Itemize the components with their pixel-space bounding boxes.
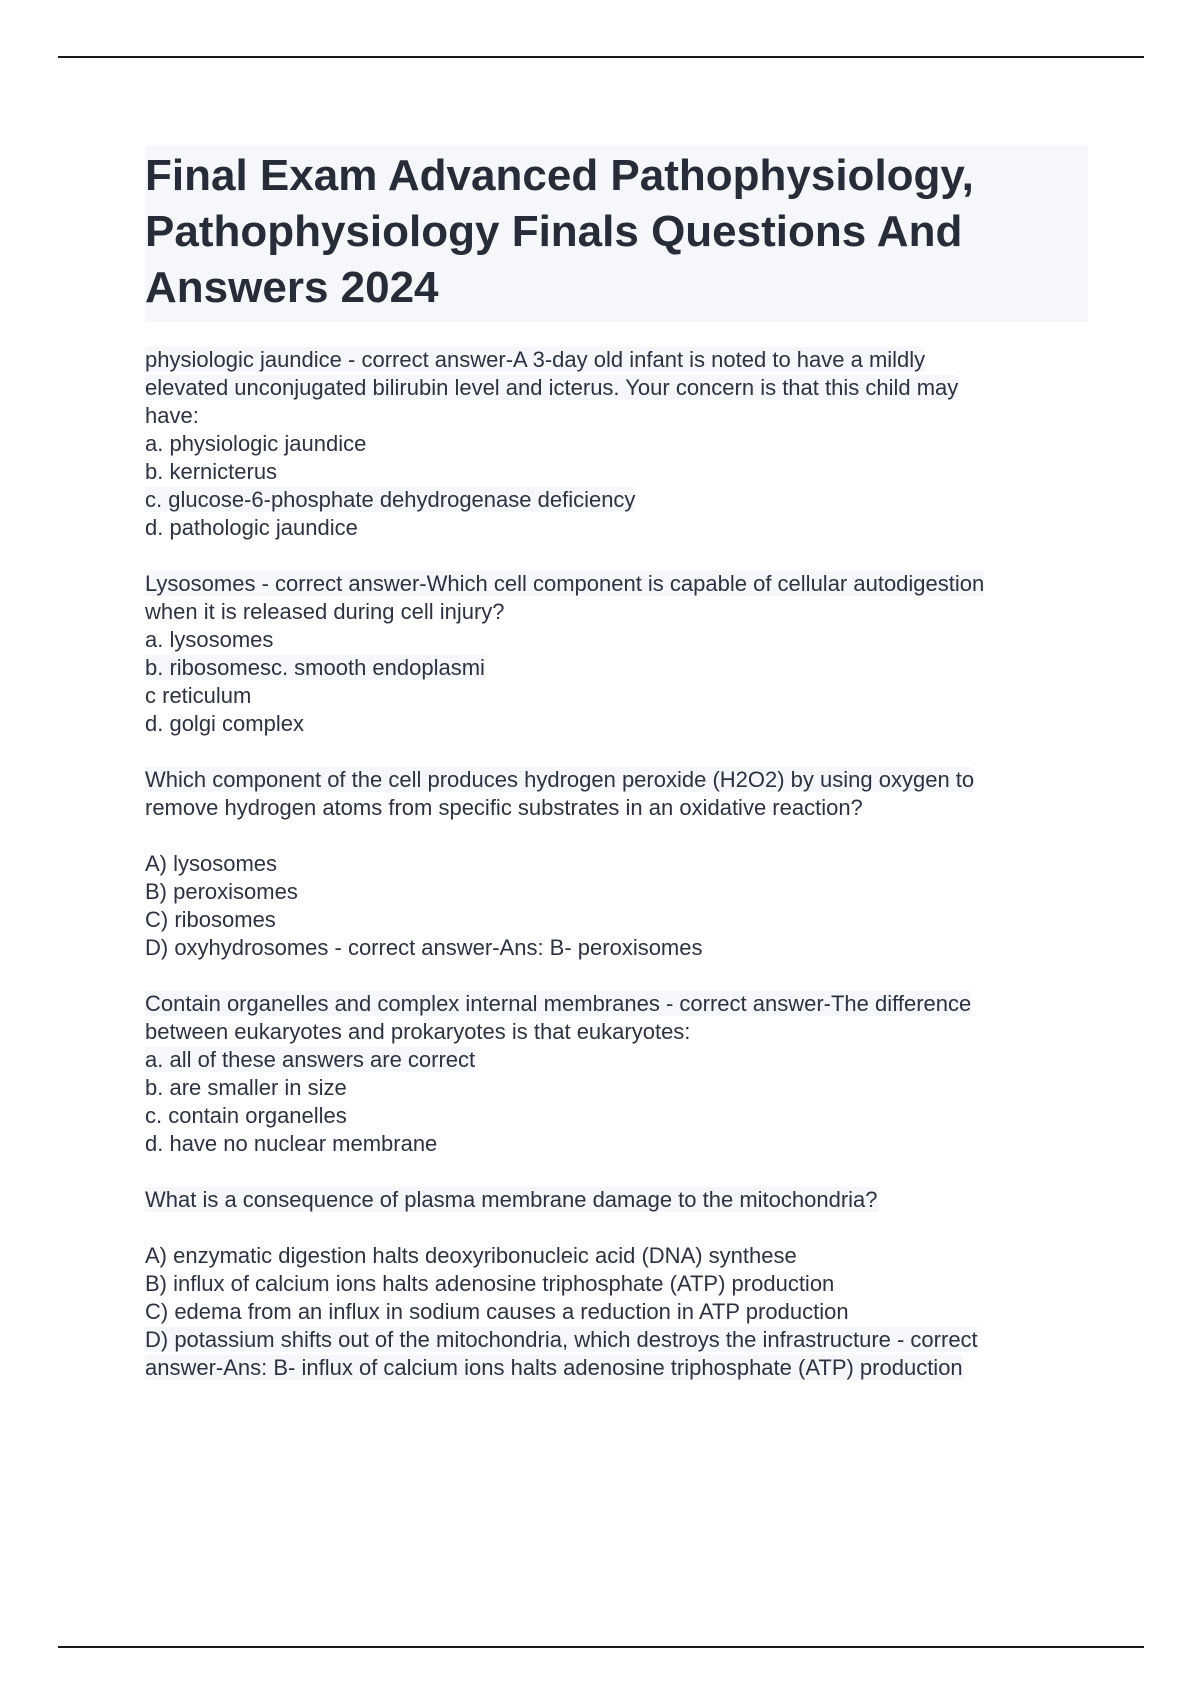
text-line: between eukaryotes and prokaryotes is that eukaryotes: (145, 1019, 691, 1044)
answer-option: c reticulum (145, 683, 252, 708)
answer-option: B) influx of calcium ions halts adenosine triphosphate (ATP) production (145, 1271, 835, 1296)
answer-option: b. are smaller in size (145, 1075, 347, 1100)
document-title (145, 148, 1088, 316)
question-block-5 (145, 1186, 1088, 1382)
question-block-3 (145, 766, 1088, 962)
text-line: What is a consequence of plasma membrane damage to the mitochondria? (145, 1187, 878, 1212)
answer-option: d. have no nuclear membrane (145, 1131, 438, 1156)
answer-option: a. physiologic jaundice (145, 431, 367, 456)
answer-option: answer-Ans: B- influx of calcium ions halts adenosine triphosphate (ATP) production (145, 1355, 963, 1380)
title-line: Answers 2024 (145, 263, 439, 312)
answer-option: b. ribosomesc. smooth endoplasmi (145, 655, 485, 680)
footer-rule (58, 1646, 1144, 1648)
text-line: Contain organelles and complex internal membranes - correct answer-The difference (145, 991, 972, 1016)
answer-option: a. all of these answers are correct (145, 1047, 476, 1072)
spacer (145, 822, 1088, 850)
title-line: Final Exam Advanced Pathophysiology, (145, 151, 974, 200)
title-line: Pathophysiology Finals Questions And (145, 207, 963, 256)
text-line: have: (145, 403, 199, 428)
spacer (145, 1214, 1088, 1242)
question-block-4 (145, 990, 1088, 1158)
answer-option: C) ribosomes (145, 907, 276, 932)
text-line: Which component of the cell produces hydrogen peroxide (H2O2) by using oxygen to (145, 767, 975, 792)
answer-option: b. kernicterus (145, 459, 278, 484)
question-block-2 (145, 570, 1088, 738)
answer-option: d. pathologic jaundice (145, 515, 358, 540)
document-page (145, 146, 1088, 1410)
answer-option: d. golgi complex (145, 711, 304, 736)
answer-option: c. glucose-6-phosphate dehydrogenase deficiency (145, 487, 636, 512)
header-rule (58, 56, 1144, 58)
text-line: Lysosomes - correct answer-Which cell component is capable of cellular autodigestion (145, 571, 985, 596)
answer-option: c. contain organelles (145, 1103, 347, 1128)
title-block (145, 146, 1088, 322)
text-line: elevated unconjugated bilirubin level and icterus. Your concern is that this child may (145, 375, 959, 400)
text-line: remove hydrogen atoms from specific substrates in an oxidative reaction? (145, 795, 863, 820)
answer-option: D) oxyhydrosomes - correct answer-Ans: B- peroxisomes (145, 935, 703, 960)
question-list (145, 346, 1088, 1382)
question-block-1 (145, 346, 1088, 542)
answer-option: a. lysosomes (145, 627, 274, 652)
answer-option: A) lysosomes (145, 851, 278, 876)
answer-option: C) edema from an influx in sodium causes a reduction in ATP production (145, 1299, 849, 1324)
answer-option: B) peroxisomes (145, 879, 298, 904)
text-line: when it is released during cell injury? (145, 599, 505, 624)
answer-option: D) potassium shifts out of the mitochondria, which destroys the infrastructure - correct (145, 1327, 978, 1352)
text-line: physiologic jaundice - correct answer-A 3-day old infant is noted to have a mildly (145, 347, 926, 372)
answer-option: A) enzymatic digestion halts deoxyribonucleic acid (DNA) synthese (145, 1243, 797, 1268)
